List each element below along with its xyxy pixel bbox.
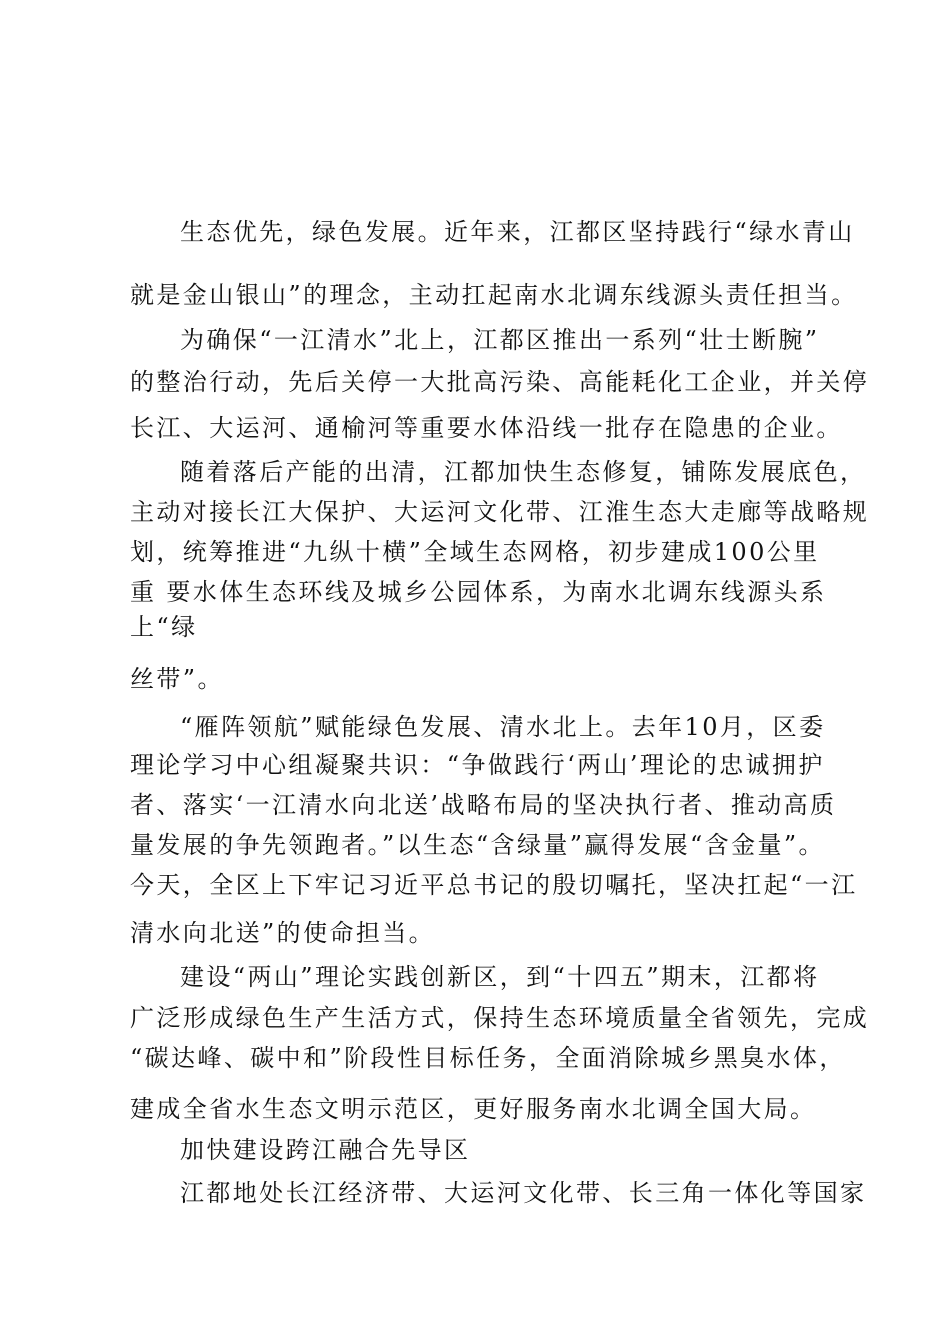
paragraph-4-line-4: 量发展的争先领跑者。”以生态“含绿量”赢得发展“含金量”。 (130, 831, 825, 859)
paragraph-5-line-4: 建成全省水生态文明示范区，更好服务南水北调全国大局。 (130, 1095, 817, 1123)
paragraph-3-line-3: 划，统筹推进“九纵十横”全域生态网格，初步建成100公里 (130, 538, 820, 566)
paragraph-3-line-6: 丝带”。 (130, 665, 224, 693)
paragraph-5-line-3: “碳达峰、碳中和”阶段性目标任务，全面消除城乡黑臭水体， (130, 1044, 846, 1072)
paragraph-3-line-2: 主动对接长江大保护、大运河文化带、江淮生态大走廊等战略规 (130, 498, 870, 526)
paragraph-3-line-4: 重 要水体生态环线及城乡公园体系，为南水北调东线源头系 (130, 578, 827, 606)
paragraph-2-line-1: 为确保“一江清水”北上，江都区推出一系列“壮士断腕” (180, 326, 820, 354)
paragraph-2-line-3: 长江、大运河、通榆河等重要水体沿线一批存在隐患的企业。 (130, 414, 843, 442)
paragraph-3-line-5: 上“绿 (130, 613, 198, 641)
paragraph-4-line-1: “雁阵领航”赋能绿色发展、清水北上。去年10月，区委 (180, 713, 826, 741)
section-heading: 加快建设跨江融合先导区 (180, 1136, 471, 1164)
paragraph-6-line-1: 江都地处长江经济带、大运河文化带、长三角一体化等国家 (180, 1179, 867, 1207)
paragraph-4-line-3: 者、落实‘一江清水向北送’战略布局的坚决执行者、推动高质 (130, 791, 837, 819)
paragraph-1-line-2: 就是金山银山”的理念，主动扛起南水北调东线源头责任担当。 (130, 281, 858, 309)
paragraph-2-line-2: 的整治行动，先后关停一大批高污染、高能耗化工企业，并关停 (130, 368, 870, 396)
paragraph-3-line-1: 随着落后产能的出清，江都加快生态修复，铺陈发展底色， (180, 458, 867, 486)
paragraph-1-line-1: 生态优先，绿色发展。近年来，江都区坚持践行“绿水青山 (180, 218, 855, 246)
paragraph-5-line-1: 建设“两山”理论实践创新区，到“十四五”期末，江都将 (180, 963, 820, 991)
paragraph-4-line-5: 今天，全区上下牢记习近平总书记的殷切嘱托，坚决扛起“一江 (130, 871, 858, 899)
paragraph-5-line-2: 广泛形成绿色生产生活方式，保持生态环境质量全省领先，完成 (130, 1004, 870, 1032)
paragraph-4-line-6: 清水向北送”的使命担当。 (130, 919, 436, 947)
paragraph-4-line-2: 理论学习中心组凝聚共识：“争做践行‘两山’理论的忠诚拥护 (130, 751, 825, 779)
